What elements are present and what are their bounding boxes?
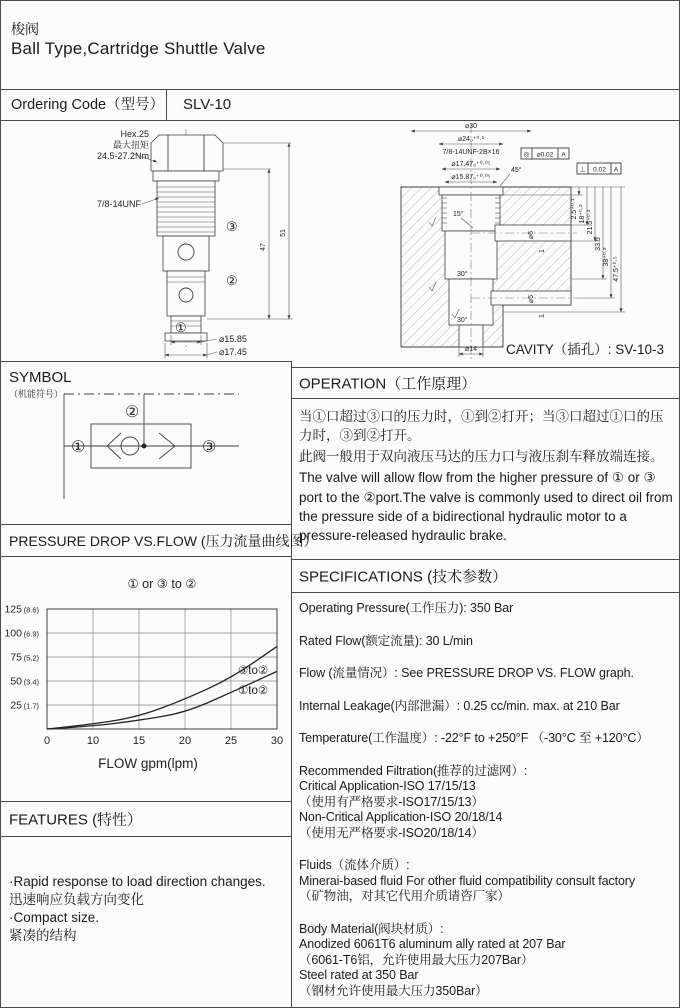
hex-note-line2: 最大扭矩 bbox=[112, 140, 149, 150]
cavity-thread-label: 7/8-14UNF-2B×16 bbox=[442, 149, 500, 156]
spec-group bbox=[299, 634, 677, 650]
operation-header bbox=[291, 367, 680, 399]
series-label: ③to② bbox=[238, 665, 269, 677]
cavity-dim-21_5: 21.5⁺⁰·² bbox=[587, 209, 594, 235]
gdt1-symbol: ◎ bbox=[523, 151, 530, 159]
spec-group bbox=[299, 922, 677, 1000]
spec-line: Minerai-based fluid For other fluid compatibility consult factory bbox=[299, 873, 636, 888]
symbol-port3: ③ bbox=[202, 439, 217, 456]
thread-label: 7/8-14UNF bbox=[96, 199, 141, 209]
operation-paragraph-3: The valve will allow flow from the higher pressure of ① or ③ port to the ②port.The valve is commonly used to direct oil from the pressure side of a bidirectional hydraulic motor to a pressure-released hydraulic brake. bbox=[299, 470, 673, 543]
specifications-title: SPECIFICATIONS (技术参数） bbox=[299, 568, 508, 586]
dim-dia-inner: ⌀15.85 bbox=[219, 334, 247, 344]
spec-line: Critical Application-ISO 17/15/13 bbox=[299, 779, 476, 793]
spec-line: （使用无严格要求-ISO20/18/14） bbox=[299, 825, 484, 840]
spec-group bbox=[299, 699, 677, 715]
spec-line: Fluids（流体介质）: bbox=[299, 858, 410, 872]
x-tick-label: 25 bbox=[224, 735, 238, 747]
y-tick-alt: (5.2) bbox=[23, 653, 39, 663]
dim-51: 51 bbox=[280, 229, 287, 237]
spec-group bbox=[299, 666, 677, 682]
operation-paragraph-1: 当①口超过③口的压力时，①到②打开；当③口超过①口的压力时，③到②打开。 bbox=[299, 409, 664, 444]
cavity-dim-d14: ⌀14 bbox=[464, 346, 478, 353]
operation-paragraph-2: 此阀一般用于双向液压马达的压力口与液压刹车释放端连接。 bbox=[299, 449, 664, 465]
features-title: FEATURES (特性） bbox=[9, 811, 143, 829]
gdt2-symbol: ⊥ bbox=[579, 166, 586, 174]
gdt1-value: ⌀0.02 bbox=[536, 151, 554, 159]
operation-title: OPERATION（工作原理） bbox=[299, 375, 477, 393]
cavity-angle-30a: 30° bbox=[457, 271, 468, 278]
symbol-subtitle: （机能符号） bbox=[9, 389, 64, 399]
cavity-drawing bbox=[381, 119, 680, 364]
cavity-dim-d6: ⌀6 bbox=[528, 230, 535, 240]
hex-note-line1: Hex.25 bbox=[120, 129, 149, 139]
cavity-dim-18: 18⁺⁰·² bbox=[579, 204, 586, 224]
y-tick-label: 50 bbox=[10, 675, 22, 688]
y-tick-alt: (1.7) bbox=[23, 701, 39, 711]
y-tick-alt: (6.9) bbox=[23, 629, 39, 639]
spec-line: （使用有严格要求-ISO17/15/13） bbox=[299, 794, 484, 809]
ordering-value: SLV-10 bbox=[183, 96, 232, 113]
cavity-angle-45: 45° bbox=[511, 167, 522, 174]
spec-group bbox=[299, 731, 677, 747]
pressure-drop-header bbox=[1, 524, 318, 557]
list-line: ·Rapid response to load direction changes. bbox=[9, 874, 266, 889]
list-line: 紧凑的结构 bbox=[9, 928, 77, 943]
chart-x-label: FLOW gpm(lpm) bbox=[98, 756, 198, 771]
cavity-dim-d5: ⌀5 bbox=[528, 294, 535, 304]
spec-line: （钢材允许使用最大压力350Bar） bbox=[299, 983, 488, 998]
spec-group bbox=[299, 764, 677, 842]
specifications-list bbox=[299, 601, 677, 1008]
page-title-zh: 梭阀 bbox=[11, 21, 39, 37]
x-tick-label: 20 bbox=[178, 735, 192, 747]
cavity-dim-d1587: ⌀15.87₀⁺⁰·⁰⁵ bbox=[451, 174, 491, 181]
cavity-angle-15: 15° bbox=[453, 211, 464, 218]
gdt1-datum: A bbox=[561, 151, 566, 159]
valve-section-drawing bbox=[71, 121, 376, 361]
specifications-header bbox=[291, 559, 680, 593]
hex-note-line3: 24.5-27.2Nm bbox=[96, 151, 149, 161]
spec-line: Temperature(工作温度）: -22°F to +250°F （-30°C 至 +120°C） bbox=[299, 731, 649, 745]
y-tick-label: 125 bbox=[4, 603, 22, 616]
spec-line: Internal Leakage(内部泄漏）: 0.25 cc/min. max. at 210 Bar bbox=[299, 698, 620, 713]
x-tick-label: 15 bbox=[132, 735, 146, 747]
cavity-dim-47_5: 47.5⁺⁰·⁵ bbox=[613, 256, 620, 282]
y-tick-label: 25 bbox=[10, 699, 22, 712]
symbol-port2: ② bbox=[125, 404, 140, 421]
cavity-dim-38: 38⁺⁰·² bbox=[603, 247, 610, 267]
ordering-divider bbox=[166, 90, 167, 120]
features-header bbox=[1, 801, 291, 837]
gdt-frame-perpendicularity bbox=[577, 163, 621, 174]
spec-line: Anodized 6061T6 aluminum ally rated at 207 Bar bbox=[299, 937, 566, 951]
spec-line: Operating Pressure(工作压力): 350 Bar bbox=[299, 601, 514, 615]
symbol-drawing bbox=[1, 359, 291, 524]
y-tick-label: 75 bbox=[10, 651, 22, 664]
spec-line: Recommended Filtration(推荐的过滤网）: bbox=[299, 763, 528, 778]
spec-group bbox=[299, 601, 677, 617]
symbol-port1: ① bbox=[71, 439, 86, 456]
gdt2-value: 0.02 bbox=[593, 166, 606, 174]
spec-line: Steel rated at 350 Bar bbox=[299, 968, 419, 982]
x-tick-label: 0 bbox=[43, 735, 51, 747]
port1-label: ① bbox=[175, 320, 187, 335]
x-tick-label: 30 bbox=[270, 735, 284, 747]
list-line: ·Compact size. bbox=[9, 910, 100, 925]
y-tick-alt: (3.4) bbox=[23, 677, 39, 687]
cavity-dim-one-b: 1 bbox=[539, 314, 546, 318]
cavity-dim-2_5: 2.5⁺⁰·¹ bbox=[571, 198, 578, 220]
symbol-title: SYMBOL bbox=[9, 369, 72, 386]
spec-line: Non-Critical Application-ISO 20/18/14 bbox=[299, 810, 503, 824]
chart-title: ① or ③ to ② bbox=[127, 577, 197, 591]
ordering-row bbox=[1, 89, 679, 121]
spec-line: （矿物油，对其它代用介质请咨厂家） bbox=[299, 889, 510, 903]
y-tick-label: 100 bbox=[4, 627, 22, 640]
spec-line: Body Material(阀块材质）: bbox=[299, 921, 444, 936]
cavity-caption: CAVITY（插孔）: SV-10-3 bbox=[506, 342, 665, 357]
dim-dia-outer: ⌀17.45 bbox=[219, 347, 247, 357]
pressure-drop-title: PRESSURE DROP VS.FLOW (压力流量曲线图） bbox=[9, 532, 318, 549]
pressure-drop-chart bbox=[1, 557, 291, 801]
spec-line: （6061-T6铝，允许使用最大压力207Bar） bbox=[299, 952, 534, 967]
spec-group bbox=[299, 858, 677, 905]
spec-line: Rated Flow(额定流量): 30 L/min bbox=[299, 633, 473, 648]
y-tick-alt: (8.6) bbox=[23, 605, 39, 615]
cavity-dim-d30: ⌀30 bbox=[464, 123, 478, 130]
gdt-frame-position bbox=[521, 148, 569, 159]
column-divider bbox=[291, 361, 292, 1008]
cavity-dim-d24: ⌀24₀⁺⁰·¹ bbox=[457, 136, 485, 143]
features-list bbox=[9, 873, 287, 945]
cavity-angle-30b: 30° bbox=[457, 317, 468, 324]
list-line: 迅速响应负载方向变化 bbox=[9, 892, 144, 907]
cavity-dim-d1747: ⌀17.47₀⁺⁰·⁰⁵ bbox=[451, 161, 491, 168]
gdt2-datum: A bbox=[613, 166, 619, 174]
port2-label: ② bbox=[226, 273, 238, 288]
operation-text bbox=[299, 407, 675, 547]
cavity-dim-33_5: 33.5 bbox=[595, 237, 602, 251]
cavity-dim-one-a: 1 bbox=[539, 249, 546, 253]
ordering-label: Ordering Code（型号） bbox=[11, 97, 165, 113]
x-tick-label: 10 bbox=[86, 735, 100, 747]
page-title-en: Ball Type,Cartridge Shuttle Valve bbox=[11, 39, 266, 58]
dim-47: 47 bbox=[260, 243, 267, 251]
spec-line: Flow (流量情况）: See PRESSURE DROP VS. FLOW graph. bbox=[299, 666, 634, 680]
port3-label: ③ bbox=[226, 219, 238, 234]
series-label: ①to② bbox=[238, 685, 269, 697]
